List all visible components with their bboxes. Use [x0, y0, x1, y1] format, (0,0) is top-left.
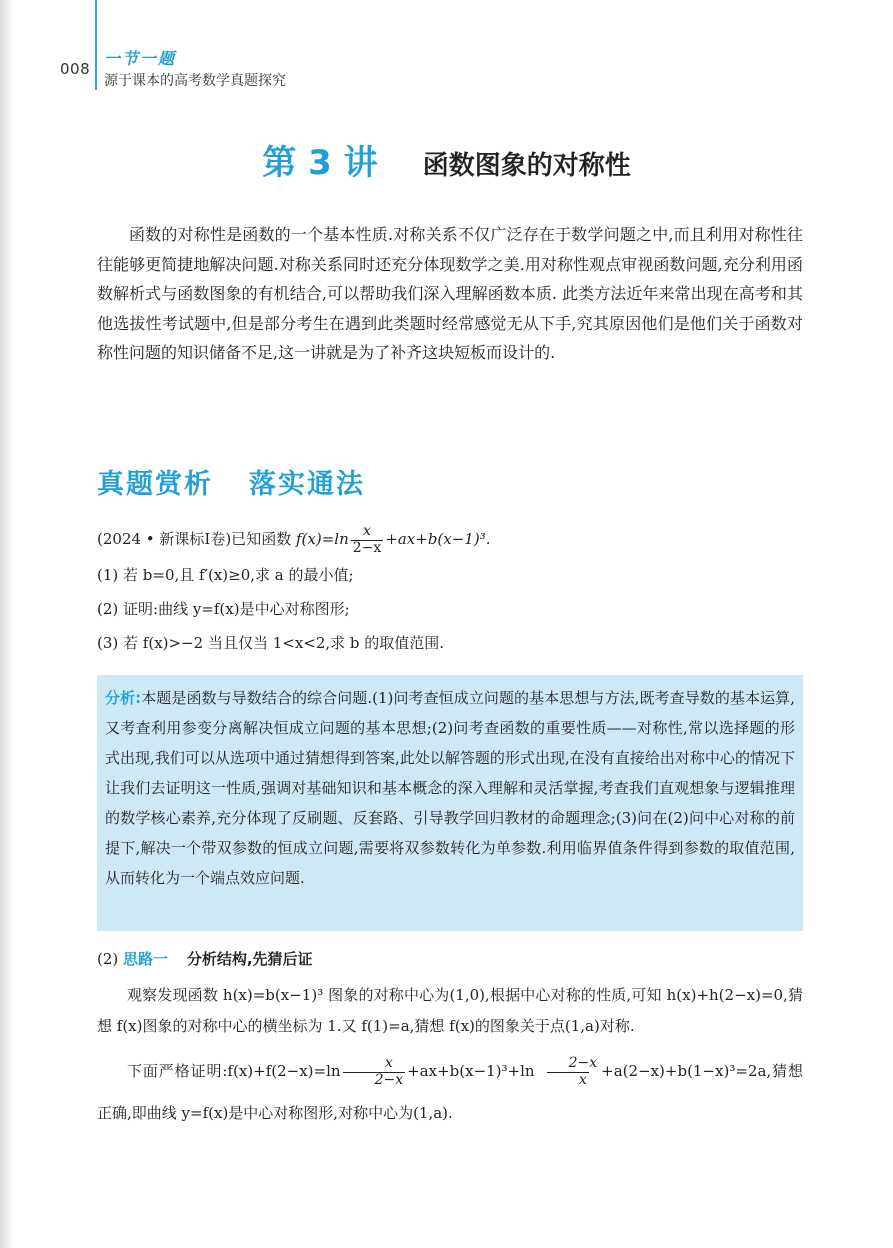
solution-heading [97, 944, 803, 974]
page-number: 008 [60, 60, 91, 78]
problem-part-3: (3) 若 f(x)>−2 当且仅当 1<x<2,求 b 的取值范围. [97, 633, 445, 652]
function-name: f(x)=ln [295, 530, 349, 548]
section-heading [97, 462, 365, 501]
problem-part-2: (2) 证明:曲线 y=f(x)是中心对称图形; [97, 599, 350, 618]
problem-block [97, 524, 803, 658]
solution-part: (2) [97, 950, 119, 968]
chapter-title: 函数图象的对称性 [422, 151, 631, 181]
analysis-text: 本题是函数与导数结合的综合问题.(1)问考查恒成立问题的基本思想与方法,既考查导数的基本运算,又考查利用参变分离解决恒成立问题的基本思想;(2)问考查函数的重要性质——对称性,常以选择题的形式出现,我们可以从选项中通过猜想得到答案,此处以解答题的形式出现,在没有直接给出对称中心的情况下让我们去证明这一性质,强调对基础知识和基本概念的深入理解和灵活掌握,考查我们直观想象与逻辑推理的数学核心素养,充分体现了反刷题、反套路、引导教学回归教材的命题理念;(3)问在(2)问中心对称的前提下,解决一个带双参数的恒成立问题,需要将双参数转化为单参数.利用临界值条件得到参数的取值范围,从而转化为一个端点效应问题. [105, 689, 796, 887]
chapter-heading [0, 135, 893, 184]
section-heading-right: 落实通法 [249, 469, 365, 500]
analysis-label: 分析: [105, 689, 142, 707]
fraction: $\frac{2-x}{x}$ [537, 1056, 600, 1088]
solution-block [97, 944, 803, 1134]
intro-paragraph: 函数的对称性是函数的一个基本性质.对称关系不仅广泛存在于数学问题之中,而且利用对称性往往能够更简捷地解决问题.对称关系同时还充分体现数学之美.用对称性观点审视函数问题,充分利用函数解析式与函数图象的有机结合,可以帮助我们深入理解函数本质. 此类方法近年来常出现在高考和其他选拔性考试题中,但是部分考生在遇到此类题时经常感觉无从下手,究其原因他们是他们关于函数对称性问题的知识储备不足,这一讲就是为了补齐这块短板而设计的. [97, 225, 803, 362]
solution-approach-title: 分析结构,先猜后证 [186, 950, 313, 968]
book-title: 源于课本的高考数学真题探究 [104, 73, 286, 89]
fraction: $\frac{x}{2-x}$ [352, 523, 382, 556]
chapter-number: 第 3 讲 [262, 143, 378, 183]
section-heading-left: 真题赏析 [97, 469, 213, 500]
problem-part-1: (1) 若 b=0,且 f′(x)≥0,求 a 的最小值; [97, 565, 354, 584]
solution-paragraph-1: 观察发现函数 h(x)=b(x−1)³ 图象的对称中心为(1,0),根据中心对称的性质,可知 h(x)+h(2−x)=0,猜想 f(x)图象的对称中心的横坐标为 1.又 f(1)=a,猜想 f(x)的图象关于点(1,a)对称. [97, 986, 803, 1035]
problem-stem [97, 524, 803, 556]
solution-paragraph-2: 下面严格证明:f(x)+f(2−x)=ln $\frac{x}{2-x}$ +ax+b(x−1)³+ln $\frac{2-x}{x}$ +a(2−x)+b(1−x)³=2a,猜想正确,即曲线 y=f(x)是中心对称图形,对称中心为(1,a). [97, 1055, 803, 1122]
analysis-box [97, 675, 803, 931]
solution-approach-tag: 思路一 [123, 950, 169, 968]
series-title: 一节一题 [104, 49, 177, 68]
header-divider [95, 0, 97, 90]
fraction: $\frac{x}{2-x}$ [343, 1056, 406, 1088]
function-tail: +ax+b(x−1)³. [385, 530, 491, 548]
problem-source: (2024 • 新课标Ⅰ卷)已知函数 [97, 530, 292, 548]
page-spine-shadow [0, 0, 14, 1248]
